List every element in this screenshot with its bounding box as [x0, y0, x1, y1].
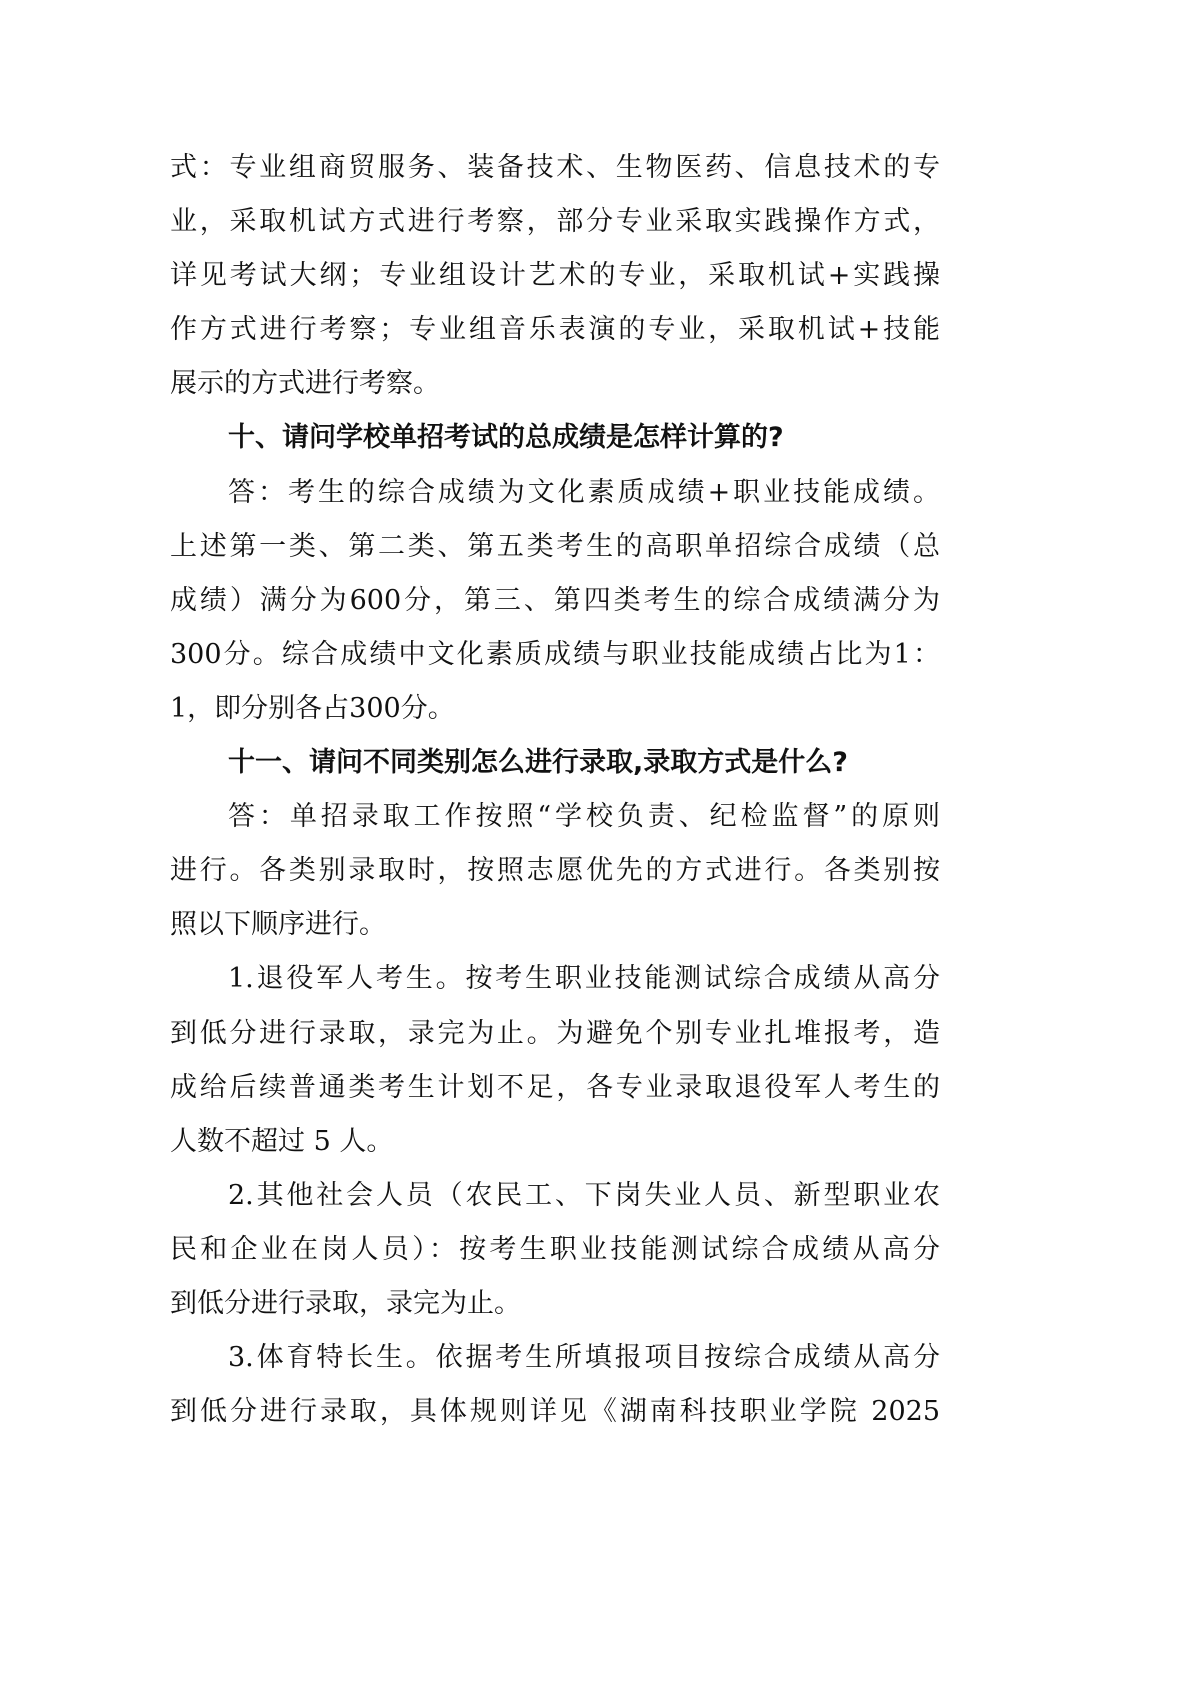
text-line: 成给后续普通类考生计划不足，各专业录取退役军人考生的 [170, 1071, 940, 1103]
text-line: 展示的方式进行考察。 [170, 368, 440, 400]
text-line: 300分。综合成绩中文化素质成绩与职业技能成绩占比为1： [170, 638, 940, 670]
section-heading [170, 736, 940, 790]
text-line: 进行。各类别录取时，按照志愿优先的方式进行。各类别按 [170, 855, 940, 887]
document-page [170, 141, 940, 1439]
paragraph [170, 1169, 940, 1331]
text-line: 上述第一类、第二类、第五类考生的高职单招综合成绩（总 [170, 530, 940, 562]
section-heading [170, 411, 940, 465]
text-line: 答：单招录取工作按照“学校负责、纪检监督”的原则 [228, 801, 940, 833]
paragraph [170, 1331, 940, 1439]
text-line: 十一、请问不同类别怎么进行录取,录取方式是什么? [228, 747, 848, 779]
text-line: 答：考生的综合成绩为文化素质成绩+职业技能成绩。 [228, 476, 940, 508]
text-line: 到低分进行录取，具体规则详见《湖南科技职业学院 2025 [170, 1396, 940, 1428]
paragraph [170, 952, 940, 1168]
text-line: 成绩）满分为600分，第三、第四类考生的综合成绩满分为 [170, 584, 940, 616]
text-line: 十、请问学校单招考试的总成绩是怎样计算的? [228, 422, 784, 454]
text-line: 到低分进行录取，录完为止。 [170, 1287, 521, 1319]
text-line: 2.其他社会人员（农民工、下岗失业人员、新型职业农 [228, 1179, 940, 1211]
paragraph [170, 466, 940, 736]
text-line: 3.体育特长生。依据考生所填报项目按综合成绩从高分 [228, 1342, 940, 1374]
text-line: 民和企业在岗人员）：按考生职业技能测试综合成绩从高分 [170, 1233, 940, 1265]
text-line: 详见考试大纲；专业组设计艺术的专业，采取机试+实践操 [170, 260, 940, 292]
paragraph [170, 790, 940, 952]
text-line: 式：专业组商贸服务、装备技术、生物医药、信息技术的专 [170, 152, 940, 183]
text-line: 1，即分别各占300分。 [170, 692, 455, 724]
text-line: 业，采取机试方式进行考察，部分专业采取实践操作方式， [170, 206, 940, 238]
paragraph [170, 141, 940, 411]
text-line: 作方式进行考察；专业组音乐表演的专业，采取机试+技能 [170, 314, 940, 346]
text-line: 到低分进行录取，录完为止。为避免个别专业扎堆报考，造 [170, 1017, 940, 1049]
text-line: 1.退役军人考生。按考生职业技能测试综合成绩从高分 [228, 963, 940, 995]
text-line: 照以下顺序进行。 [170, 909, 386, 941]
text-line: 人数不超过 5 人。 [170, 1125, 394, 1157]
